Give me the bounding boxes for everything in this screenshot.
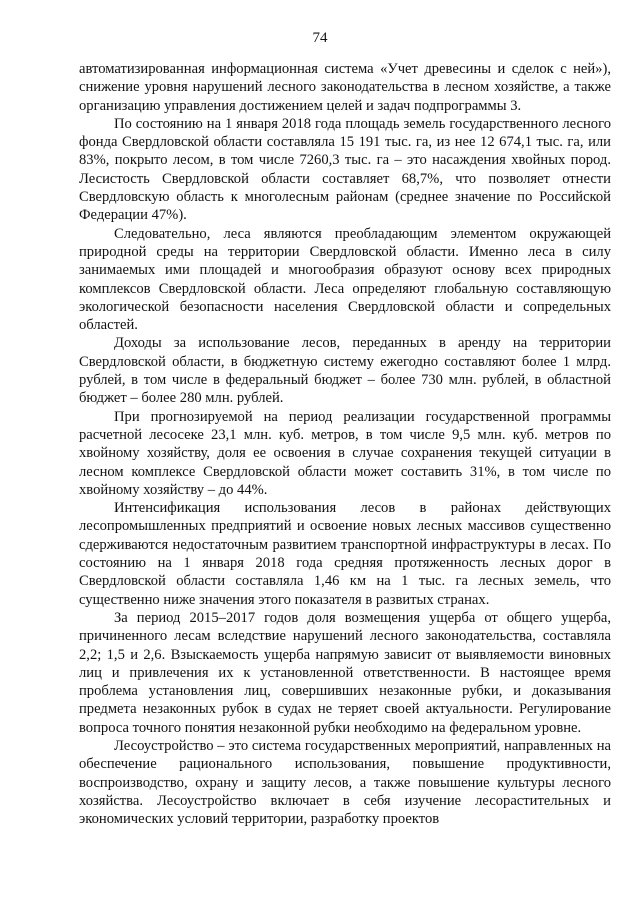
paragraph-forest-management: Лесоустройство – это система государственных мероприятий, направленных на обеспечение рационального использования, повышение продуктивности, воспроизводство, охрану и защиту лесов, а также повышение культуры лесного хозяйства. Лесоустройство включает в себя изучение лесорастительных и экономических условий территории, разработку проектов <box>79 737 611 828</box>
paragraph-allowable-cut: При прогнозируемой на период реализации государственной программы расчетной лесосеке 23,1 млн. куб. метров, в том числе 9,5 млн. куб. метров по хвойному хозяйству, доля ее освоения в случае сохранения текущей ситуации в лесном комплексе Свердловской области может составить 31%, в том числе по хвойному хозяйству – до 44%. <box>79 408 611 498</box>
paragraph-continued: автоматизированная информационная система «Учет древесины и сделок с ней»), снижение уровня нарушений лесного законодательства в лесном хозяйстве, а также организацию управления достижением целей и задач подпрограммы 3. <box>79 61 611 114</box>
document-body <box>79 60 611 828</box>
page-number: 74 <box>312 30 328 46</box>
paragraph-revenue: Доходы за использование лесов, переданных в аренду на территории Свердловской области, в бюджетную систему ежегодно составляют более 1 млрд. рублей, в том числе в федеральный бюджет – более 730 млн. рублей, в областной бюджет – более 280 млн. рублей. <box>79 335 611 407</box>
paragraph-damage-compensation: За период 2015–2017 годов доля возмещения ущерба от общего ущерба, причиненного лесам вследствие нарушений лесного законодательства, составляла 2,2; 1,5 и 2,6. Взыскаемость ущерба напрямую зависит от выявляемости виновных лиц и привлечения их к установленной ответственности. В настоящее время проблема установления лиц, совершивших незаконные рубки, и доказывания предмета незаконных рубок в судах не теряет своей актуальности. Регулирование вопроса точного понятия незаконной рубки необходимо на федеральном уровне. <box>79 609 611 736</box>
paragraph-infrastructure: Интенсификация использования лесов в районах действующих лесопромышленных предприятий и освоение новых лесных массивов существенно сдерживаются недостаточным развитием транспортной инфраструктуры в лесах. По состоянию на 1 января 2018 года средняя протяженность лесных дорог в Свердловской области составляла 1,46 км на 1 тыс. га лесных земель, что существенно ниже значения этого показателя в развитых странах. <box>79 500 611 608</box>
paragraph-forest-role: Следовательно, леса являются преобладающим элементом окружающей природной среды на территории Свердловской области. Именно леса в силу занимаемых ими площадей и многообразия образуют основу всех природных комплексов Свердловской области. Леса определяют глобальную составляющую экологической безопасности населения Свердловской области и сопредельных областей. <box>79 225 611 334</box>
paragraph-forest-fund-area: По состоянию на 1 января 2018 года площадь земель государственного лесного фонда Свердловской области составляла 15 191 тыс. га, из нее 12 674,1 тыс. га, или 83%, покрыто лесом, в том числе 7260,3 тыс. га – это насаждения хвойных пород. Лесистость Свердловской области составляет 68,7%, что позволяет отнести Свердловскую область к многолесным районам (среднее значение по Российской Федерации 47%). <box>79 115 611 224</box>
